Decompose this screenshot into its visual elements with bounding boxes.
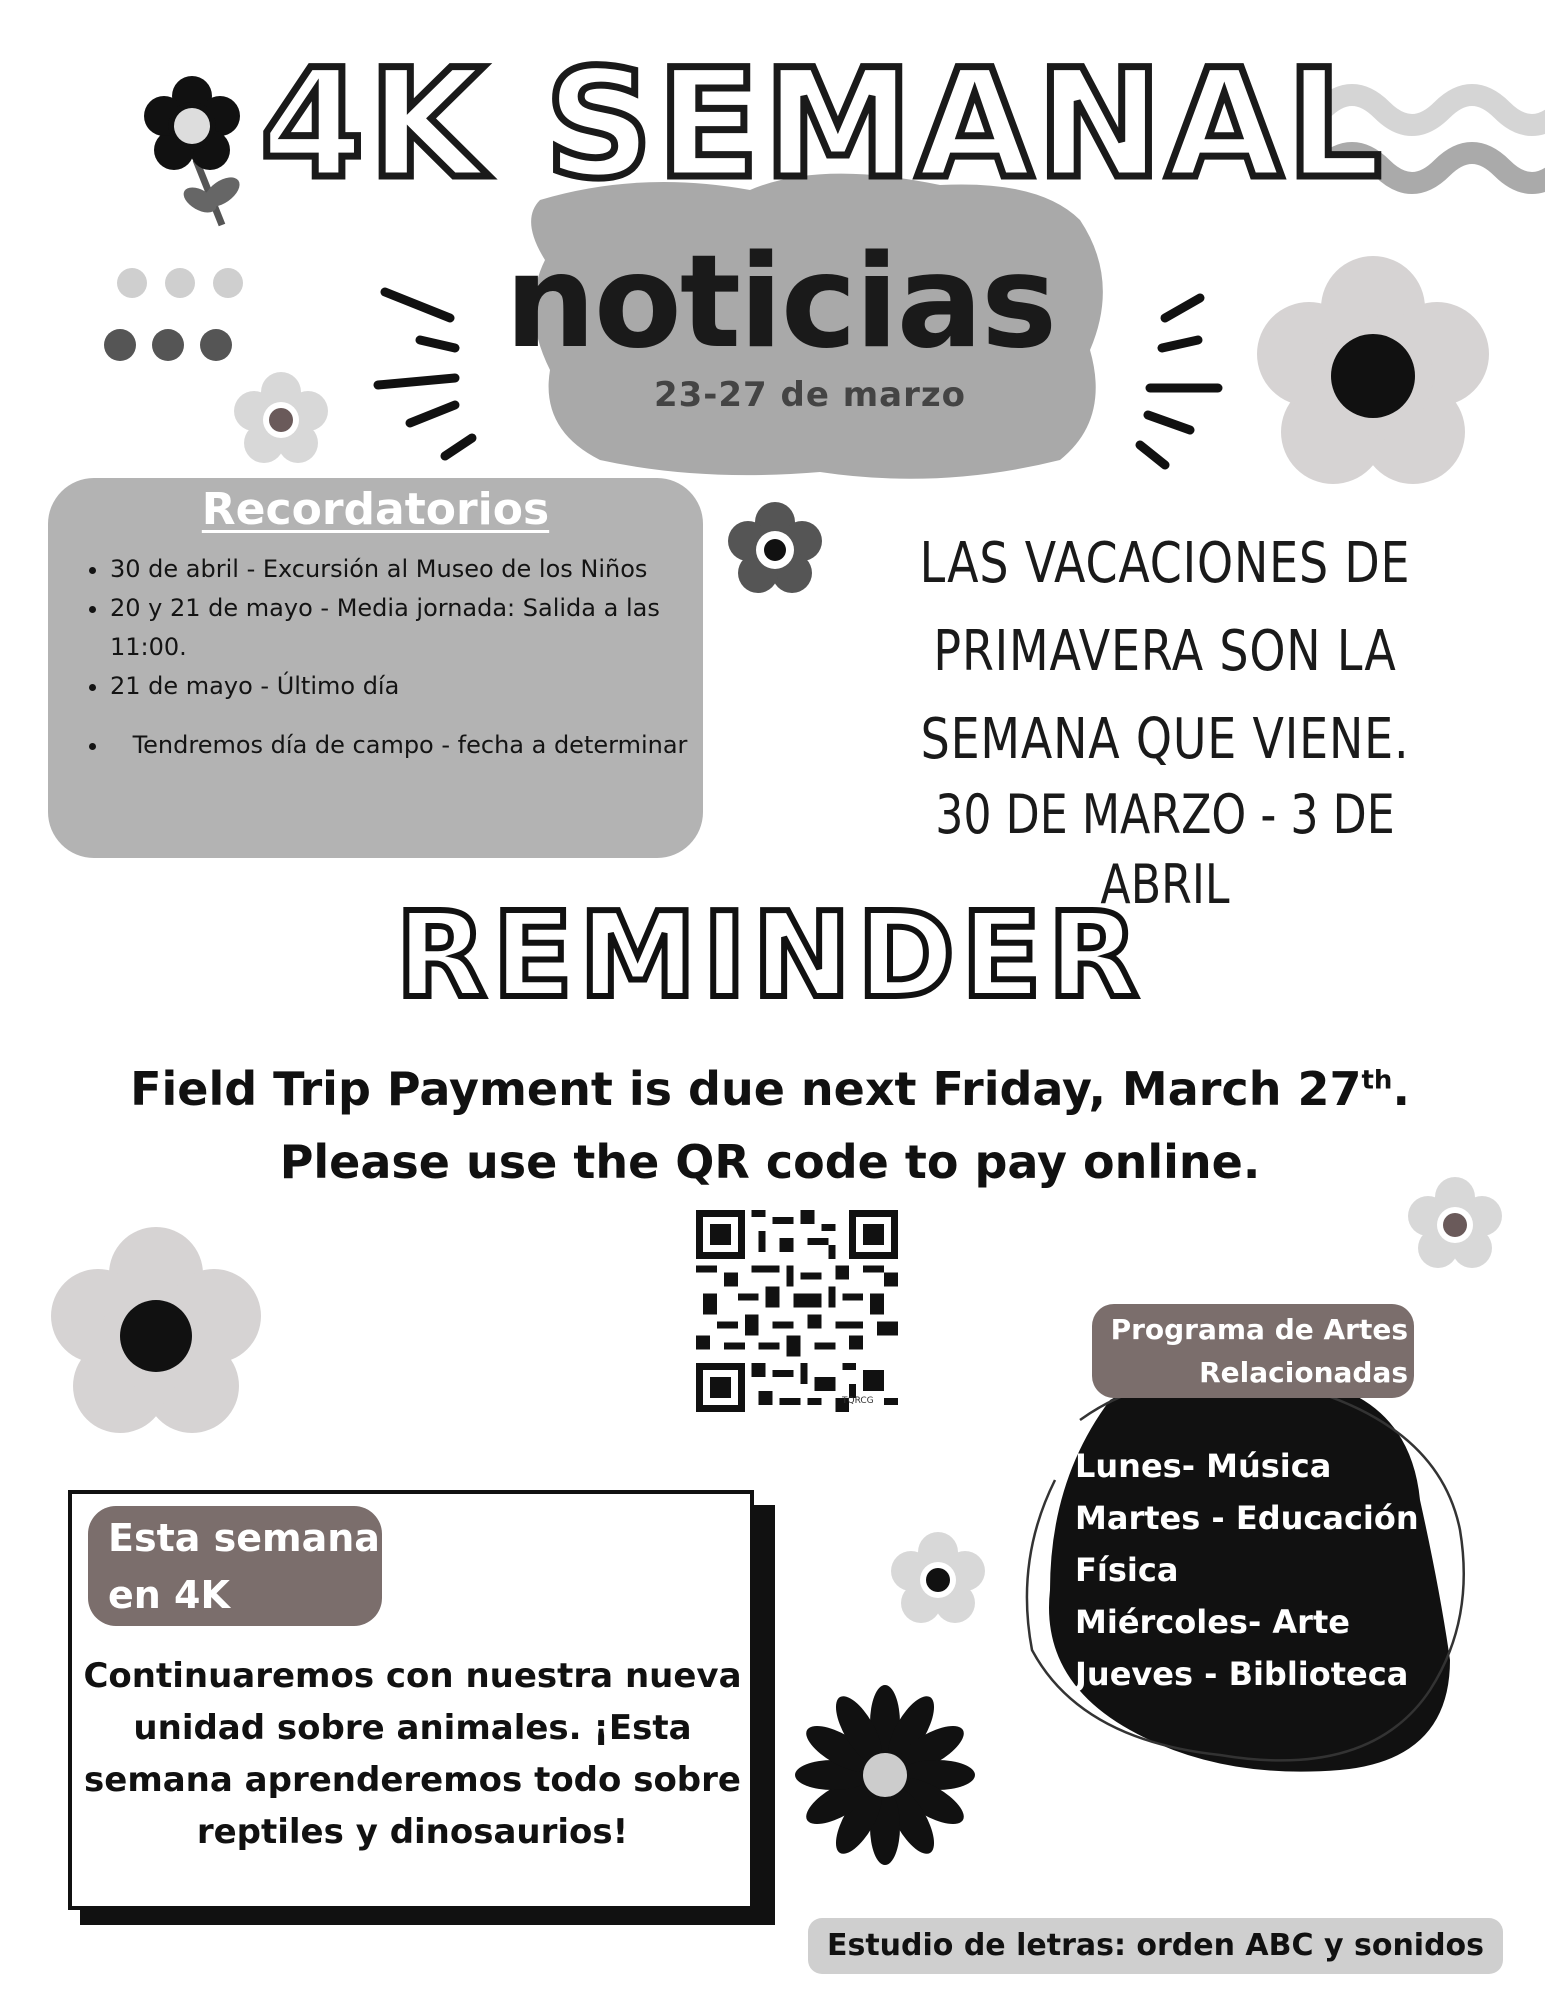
list-item: Lunes- Música — [1075, 1447, 1332, 1485]
arts-tag-line: Programa de Artes — [1110, 1313, 1408, 1346]
list-item: • 30 de abril - Excursión al Museo de los Niños — [110, 550, 710, 589]
this-week-tag-line: Esta semana — [108, 1516, 380, 1560]
small-flower-icon — [891, 1532, 985, 1623]
reminder-heading: REMINDER — [395, 886, 1145, 1024]
payment-notice-text: Field Trip Payment is due next Friday, March 27 — [130, 1062, 1362, 1116]
list-item: Física — [1075, 1551, 1179, 1589]
qr-code-icon[interactable] — [696, 1210, 898, 1412]
this-week-tag-line: en 4K — [108, 1573, 230, 1617]
small-flower-icon — [1408, 1177, 1502, 1268]
arts-program-tag-text — [1100, 1308, 1408, 1394]
list-item: Miércoles- Arte — [1075, 1603, 1350, 1641]
week-dates: 23-27 de marzo — [653, 375, 967, 415]
reminders-title: Recordatorios — [201, 484, 550, 535]
letters-study-text: Estudio de letras: orden ABC y sonidos — [826, 1928, 1485, 1963]
arts-tag-line: Relacionadas — [1199, 1356, 1408, 1389]
list-item: • 21 de mayo - Último día — [110, 667, 710, 706]
payment-notice — [120, 1062, 1420, 1116]
flower-icon — [728, 502, 822, 593]
spring-break-text: LAS VACACIONES DE PRIMAVERA SON LA SEMANA QUE VIENE. — [919, 531, 1411, 772]
payment-notice-end: . — [1392, 1062, 1410, 1116]
ordinal-suffix: th — [1361, 1065, 1393, 1096]
arts-schedule-list — [1075, 1440, 1435, 1700]
dots-icon — [104, 268, 243, 361]
daisy-icon — [795, 1685, 975, 1865]
list-item: Martes - Educación — [1075, 1499, 1419, 1537]
list-item: • Tendremos día de campo - fecha a determinar — [110, 726, 710, 765]
page-title: 4K SEMANAL — [260, 38, 1386, 212]
small-flower-icon — [234, 372, 328, 463]
large-flower-icon — [1257, 256, 1489, 484]
this-week-tag-text — [108, 1510, 388, 1624]
qr-generator-tag: TQRCG — [842, 1396, 874, 1406]
list-item: Jueves - Biblioteca — [1075, 1655, 1409, 1693]
page-subtitle: noticias — [504, 228, 1056, 377]
payment-instructions: Please use the QR code to pay online. — [279, 1135, 1261, 1189]
burst-lines-icon — [1140, 298, 1218, 465]
spring-break-dates: 30 DE MARZO - 3 DE ABRIL — [935, 783, 1395, 916]
flower-icon — [144, 76, 245, 225]
this-week-text: Continuaremos con nuestra nueva unidad sobre animales. ¡Esta semana aprenderemos todo sobre reptiles y dinosaurios! — [83, 1656, 742, 1852]
list-item: • 20 y 21 de mayo - Media jornada: Salida a las 11:00. — [110, 589, 710, 667]
large-flower-icon — [51, 1227, 261, 1433]
reminders-list — [78, 550, 710, 765]
